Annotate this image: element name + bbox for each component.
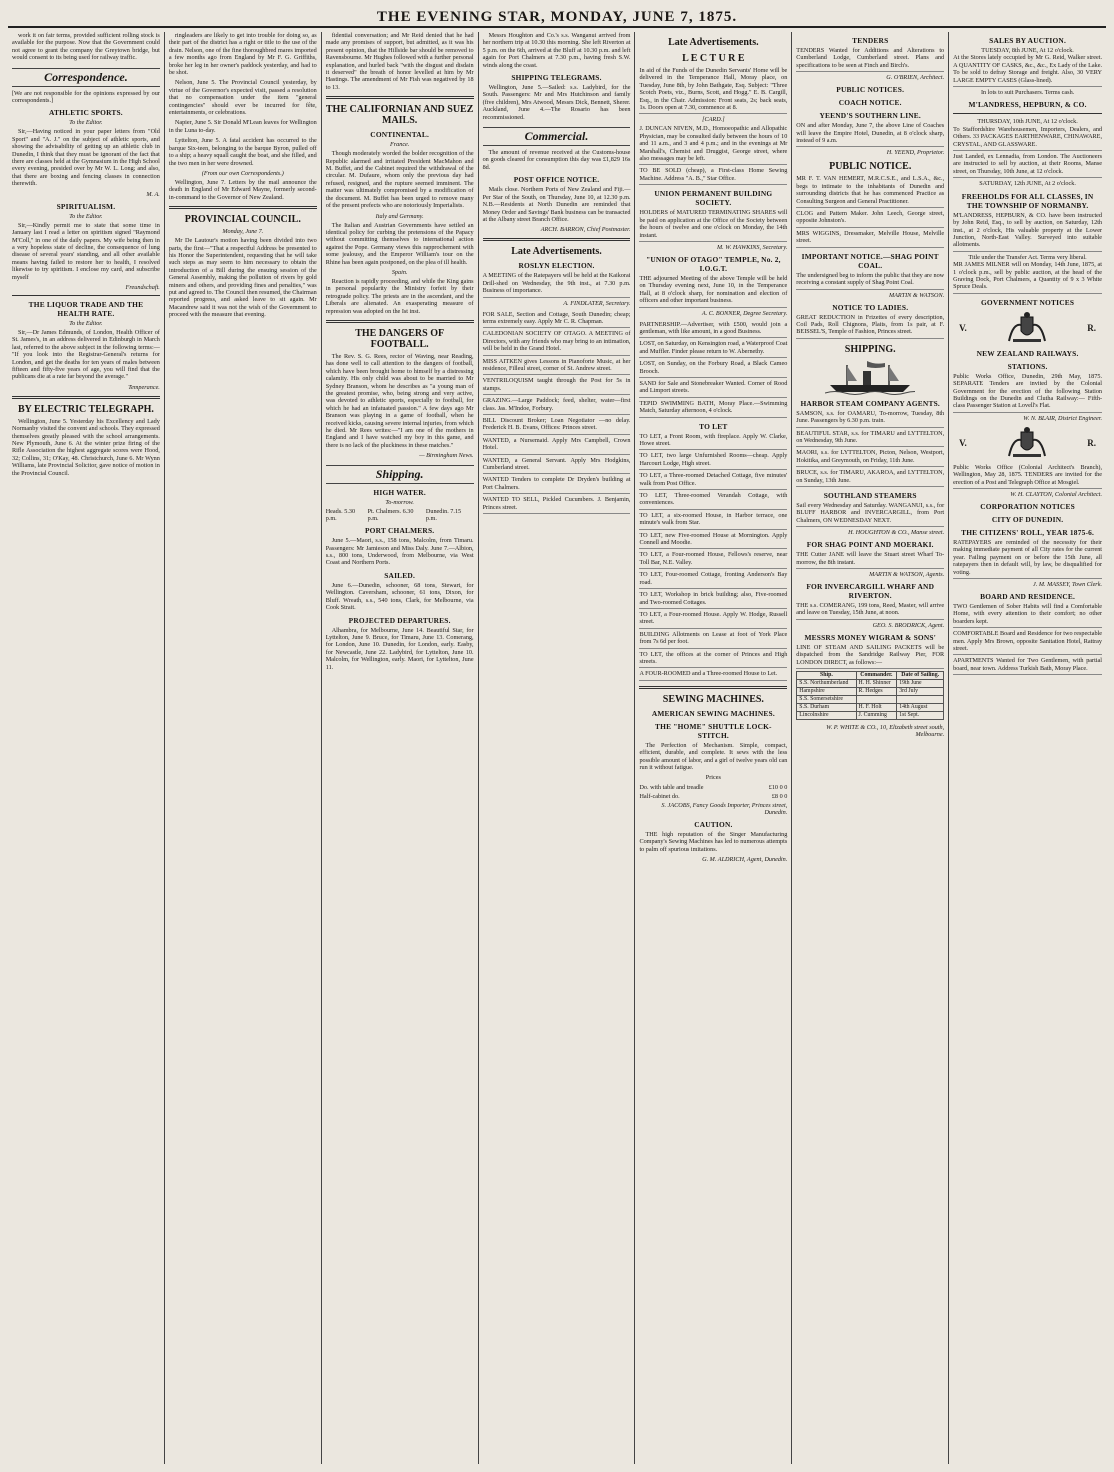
wigram-ad: LINE OF STEAM AND SAILING PACKETS will be dispatched from the Sandridge Railway Pier, FOR LONDON DIRECT, as follows:—	[796, 644, 944, 669]
rate-ad: RATEPAYERS are reminded of the necessity for their making immediate payment of all City rates for the current year. Failing payment on or before the 15th June, all ratepayers then in default will, by law, be disqualified for voting.	[953, 539, 1102, 579]
royal-arms-icon	[1005, 426, 1049, 460]
union-title: UNION PERMANENT BUILDING SOCIETY.	[654, 189, 773, 208]
roslyn-sig: A. FINDLATER, Secretary.	[563, 299, 631, 307]
tenders-title: TENDERS	[852, 36, 889, 45]
to-let-ad: TO LET, Three-roomed Verandah Cottage, with conveniences.	[639, 492, 787, 510]
yeend-title: YEEND'S SOUTHERN LINE.	[819, 111, 921, 121]
card-label: [CARD.]	[702, 116, 725, 124]
masthead-title: THE EVENING STAR, MONDAY, JUNE 7, 1875.	[376, 9, 738, 25]
invercargill-title: FOR INVERCARGILL WHARF AND RIVERTON.	[806, 582, 935, 600]
classified-ad: CLOG and Pattern Maker. John Leech, George street, opposite Johnston's.	[796, 210, 944, 228]
athletic-sig: M. A.	[146, 190, 160, 198]
tide-table	[326, 508, 474, 522]
to-let-ad: TO LET, a Three-roomed Detached Cottage, five minutes' walk from Post Office.	[639, 472, 787, 490]
sailed-body: June 6.—Dunedin, schooner, 68 tons, Stewart, for Wellington. Caversham, schooner, 61 tons, Dixon, for Bluff. Wreath, s.s., 540 tons, Clark, for Melbourne, via Cook Strait.	[325, 581, 474, 612]
spain-body: Reaction is rapidly proceeding, and while the King gains in personal popularity the Ministry forfeit by their retrograde policy. The priests are in the ascendant, and the Liberals are alienated. An exasperating measure of repression was adopted on the Ist inst.	[325, 277, 474, 315]
sale-ad: Just Landed, ex Lennadia, from London. The Auctioneers are instructed to sell by auction, at their Rooms, Manse street, on Thursday, 10th June, at 12 o'clock.	[953, 153, 1102, 178]
to-let-ad: TO LET, a six-roomed House, in Harbor terrace, one minute's walk from Star.	[639, 512, 787, 530]
to-let-ad: A FOUR-ROOMED and a Three-roomed House to Let.	[639, 670, 787, 680]
liquor-body: Sir,—Dr James Edmunds, of London, Health Officer of St. James's, in an address delivered in Edinburgh in March last, referred to the above subject in the following terms:— "If you look into the Registrar-General's returns for London, and get the deaths for ten years of males between fifteen and fifty-five years of age, you will find that the publicans die at a rate far beyond the average."	[12, 328, 160, 381]
sale-date: TUESDAY, 8th JUNE, At 12 o'clock.	[981, 47, 1074, 54]
invercargill-ad: THE s.s. COMERANG, 199 tons, Reed, Master, will arrive and leave on Tuesday, 15th June, at noon.	[796, 602, 944, 620]
columns	[8, 32, 1106, 1464]
to-let-ad: TO LET, the offices at the corner of Princes and High streets.	[639, 651, 787, 669]
corporation-title: CORPORATION NOTICES	[980, 502, 1075, 511]
table-row: Lincolnshire J. Cumming 1st Sept.	[797, 712, 944, 720]
column-7	[949, 32, 1106, 1464]
sewing-body: The Perfection of Mechanism. Simple, compact, efficient, durable, and complete. It sews with the less possible amount of labor, and a girl of twelve years old can run it without fatigue.	[639, 741, 788, 771]
spiritualism-body: Sir,—Kindly permit me to state that some time in January last I read a letter on spiritism signed "Raymond M'Coll," in one of the daily papers. My wife being then in a very hopeless state of decline, the consequence of lung disease of several years' standing, and all other available means having failed to restore her to health, I resolved likewise to try spiritism. I enclose my card, and subscribe myself	[12, 221, 160, 281]
royal-crest	[953, 311, 1102, 345]
spiritualism-sub: To the Editor.	[69, 212, 103, 220]
classified-ad: CALEDONIAN SOCIETY OF OTAGO. A MEETING of Directors, with any friends who may bring to an intimation, will be held in the Grand Hotel.	[483, 330, 631, 355]
late-ads-title: Late Advertisements.	[668, 37, 759, 48]
table-row: S.S. Somersetshire	[797, 696, 944, 704]
classified-ad: PARTNERSHIP.—Advertiser, with £500, would join a gentleman, with like amount, in a good Business.	[639, 321, 787, 339]
crest-letter-r: R.	[1087, 437, 1096, 448]
sewing-title: SEWING MACHINES.	[662, 693, 764, 705]
sales-title: SALES BY AUCTION.	[989, 36, 1067, 45]
steamship-icon	[825, 359, 915, 395]
to-let-title: TO LET	[699, 421, 728, 431]
telegraph-continuation: ringleaders are likely to get into trouble for doing so, as their part of the district has a right or title to the use of the drain. Nelson, one of the fine thoroughbred mares imported a few months ago from England by Mr F. G. Griffiths, broke her leg in her owner's paddock yesterday, and had to be shot.	[168, 32, 317, 77]
classified-ad: MRS WIGGINS, Dressmaker, Melville House, Melville street.	[796, 230, 944, 248]
stations-ad: Public Works Office, Dunedin, 29th May, 1875. SEPARATE Tenders are invited by the Colonial Government for the erection of the following Station Buildings on the Dunedin and Clutha Railway:— Fifth-class Passenger Station at Lovell's Flat.	[953, 373, 1102, 413]
telegraph-body: Wellington, June 5. Yesterday his Excellency and Lady Normanby visited the convent and schools. They expressed themselves greatly pleased with the school arrangements. New Plymouth, June 6. At the winter prize firing of the Rifle Association the highest aggregate scores were Hood, 32; Collins, 31; O'Kay, 48. Christchurch, June 6. Mr Wynn Williams, late Provincial Solicitor, gave notice of motion in the Provincial Council.	[12, 417, 160, 477]
otago-sig: A. C. BONNER, Degree Secretary.	[701, 309, 788, 317]
to-let-ad: BUILDING Allotments on Lease at foot of York Place from 7s 6d per foot.	[639, 631, 787, 649]
commercial-body: The amount of revenue received at the Customs-house on goods cleared for consumption this day was £1,829 16s 8d.	[482, 149, 631, 171]
prices-title: Prices	[705, 774, 721, 782]
post-body: Mails close. Northern Ports of New Zealand and Fiji.—Per Star of the South, on Thursday, June 10, at 12.30 p.m. N.B.—Residents at North Dunedin are reminded that Money Order and Savings' Bank business can be transacted at the Albany street Branch Office.	[482, 186, 631, 223]
royal-arms-icon	[1005, 311, 1049, 345]
classified-ad: WANTED, a Nursemaid. Apply Mrs Campbell, Crown Hotel.	[483, 437, 631, 455]
sale-ad: At the Stores lately occupied by Mr G. Reid, Walker street. A QUANTITY OF CASKS, &c., &c., Ex Lady of the Lake. To be sold to defray Storage and freight. Also, 30 VERY LARGE EMPTY CASES (Glass-lined).	[953, 54, 1102, 87]
masthead	[8, 4, 1106, 28]
sale-note: Title under the Transfer Act. Terms very liberal.	[968, 253, 1087, 261]
crest-letter-v: V.	[959, 437, 967, 448]
table-header-row: Ship. Commander. Date of Sailing.	[797, 672, 944, 680]
italy-heading: Italy and Germany.	[375, 212, 424, 220]
rate-sig: J. M. MASSEY, Town Clerk.	[1033, 581, 1103, 589]
price-row: Do. with table and treadle £10 0 0	[639, 783, 788, 791]
board-ad: APARTMENTS Wanted for Two Gentlemen, with partial board, near town. Address Turkish Bath, Moray Place.	[953, 657, 1102, 675]
divider	[953, 113, 1102, 114]
nelson-telegram: Nelson, June 5. The Provincial Council yesterday, by virtue of the Governor's expected visit, passed a resolution that no compensation under the item "general contingencies" should ever be incurred for fête, entertainments, or celebrations.	[168, 79, 317, 117]
lecture-ad: In aid of the Funds of the Dunedin Servants' Home will be delivered in the Temperance Hall, Moray place, on Tuesday, June 8th, by John Bathgate, Esq. Subject: "Three Scotch Poets, viz., Burns, Scott, and Hogg." E. B. Cargill, Esq., in the Chair. Admission: Front seats, 2s; back seats, 1s. Doors open at 7.30, commence at 8.	[639, 67, 787, 114]
sale-date: SATURDAY, 12th JUNE, At 2 o'clock.	[979, 180, 1076, 188]
wigram-title: MESSRS MONEY WIGRAM & SONS'	[804, 632, 936, 642]
italy-body: The Italian and Austrian Governments have settled an identical policy for curbing the pretensions of the Papacy without committing themselves to international action against the Pope. Germany views this rapprochement with some jealousy, and the Emperor William's tour on the Rhine has been again postponed, on the plea of ill health.	[325, 221, 474, 266]
auctioneer-name: M'LANDRESS, HEPBURN, & CO.	[968, 100, 1087, 110]
southland-ad: Sail every Wednesday and Saturday. WANGANUI, s.s., for BLUFF HARBOR and INVERCARGILL, from Port Chalmers, ON WEDNESDAY NEXT.	[796, 502, 944, 527]
caution-body: THE high reputation of the Singer Manufacturing Company's Sewing Machines has led to numerous attempts to palm off spurious imitations.	[639, 830, 788, 853]
column-3	[322, 32, 479, 1464]
freeholds-title: FREEHOLDS FOR ALL CLASSES, IN THE TOWNSHIP OF NORMANBY.	[961, 191, 1094, 210]
divider	[12, 295, 160, 296]
rate-title: THE CITIZENS' ROLL, YEAR 1875-6.	[961, 528, 1095, 537]
column-1	[8, 32, 165, 1464]
mails-title: THE CALIFORNIAN AND SUEZ MAILS.	[325, 104, 474, 127]
board-title: BOARD AND RESIDENCE.	[980, 592, 1076, 602]
column-4	[479, 32, 636, 1464]
shag-title: FOR SHAG POINT AND MOERAKI.	[806, 540, 934, 550]
harbor-title: HARBOR STEAM COMPANY AGENTS.	[800, 398, 940, 408]
post-sig: ARCH. BARRON, Chief Postmaster.	[540, 226, 631, 234]
sailing-table	[796, 671, 944, 720]
provincial-title: PROVINCIAL COUNCIL.	[184, 214, 301, 226]
tide-entry: Pt. Chalmers. 6.30 p.m.	[367, 508, 414, 523]
correspondence-heading: Correspondence.	[12, 68, 160, 87]
france-body: Though moderately worded the bolder recognition of the Republic alarmed and irritated President MacMahon and M. Buffet, and the Cabinet required the withdrawal of the circular. M. Dufaure, whom only the previous day had refused, resigned, and the rupture seemed imminent. The matter was ultimately compromised by a modification of the document. M. Buffet has been urged to remove many of the present prefects who are notoriously Imperialists.	[325, 150, 474, 210]
tide-entry: Dunedin. 7.15 p.m.	[425, 508, 462, 523]
to-let-ad: TO LET, new Five-roomed House at Mornington. Apply Connell and Moodie.	[639, 532, 787, 550]
invercargill-sig: GEO. S. BRODRICK, Agent.	[872, 621, 945, 629]
disclaimer: [We are not responsible for the opinions expressed by our correspondents.]	[12, 89, 160, 105]
classified-ad: TEPID SWIMMING BATH, Moray Place.—Swimming Match, Saturday afternoon, 4 o'clock.	[639, 400, 787, 418]
arrived-body: June 5.—Maori, s.s., 158 tons, Malcolm, from Timaru. Passengers: Mr Jamieson and Miss Daly. June 7.—Albion, s.s., 800 tons, Underwood, from Melbourne, via West Coast and Northern Ports.	[325, 537, 474, 567]
lyttelton-telegram: Lyttelton, June 5. A fatal accident has occurred to the barque Six-teen, belonging to the barque Byron, pulled off to a ship; a heavy squall caught the boat, and she filled, and the two men in her were drowned.	[168, 137, 317, 167]
sale-note: In lots to suit Purchasers. Terms cash.	[980, 89, 1075, 97]
union-ad: HOLDERS of MATURED TERMINATING SHARES will be paid on application at the Office of the Society between the hours of twelve and one o'clock on Monday, the 14th instant.	[639, 209, 787, 242]
article-continuation: work it on fair terms, provided sufficient rolling stock is available for the purpose. Now that the Government could not agree to grant the company the Greytown bridge, but would consent to its being used for railway traffic.	[12, 32, 160, 62]
southland-title: SOUTHLAND STEAMERS	[823, 490, 917, 500]
provincial-body: Mr De Lautour's motion having been divided into two parts, the first—"That a respectful Address be presented to his Honor the Superintendent, requesting that he will take such steps as may seem to him necessary to obtain the introduction of a Bill during the ensuing session of the General Assembly, making the pollution of rivers by gold miners and others, and providing fines and penalties," was put and agreed to. The Council then resumed, the Chairman reported progress, and asked leave to sit again. Mr Macandrew said it was not the wish of the Government to proceed with the measure that evening.	[168, 237, 317, 319]
public-notice-ad: MR F. T. VAN HEMERT, M.R.C.S.E., and L.S.A., &c., begs to intimate to the inhabitants of Dunedin and surrounding districts that he has commenced Practice as Consulting Surgeon and General Practitioner.	[796, 175, 944, 208]
classified-ad: VENTRILOQUISM taught through the Post for 5s in stamps.	[483, 377, 631, 395]
classified-ad: WANTED TO SELL, Pickled Cucumbers. J. Benjamin, Princes street.	[483, 496, 631, 514]
steamship-illustration	[796, 359, 944, 395]
divider	[326, 96, 474, 99]
tenders-ad: TENDERS Wanted for Additions and Alterations to Cumberland Lodge, Cumberland street. Plans and specifications to be seen at Finch and Birch's.	[796, 47, 944, 72]
ladies-ad: GREAT REDUCTION in Frizettes of every description, Coil Pads, Roll Chignons, Plaits, from 1s pair, at F. BEISSEL'S, Temple of Fashion, Princes street.	[796, 314, 944, 339]
column-5	[635, 32, 792, 1464]
coach-title: COACH NOTICE.	[838, 98, 902, 108]
coal-sig: MARTIN & WATSON.	[888, 291, 945, 299]
football-body: The Rev. S. G. Rees, rector of Waving, near Reading, has done well to call attention to the dangers of football, which have been brought home to himself by a distressing calamity. His only child was about to be married to Mr Sydney Branson, whom he describes as "a young man of the greatest promise, who, being strong and very active, was devoted to athletic sports, especially to football, for which he had an infatuated passion." A few days ago Mr Branson was playing in a game of football, when he received kicks, causing severe internal injuries, from which he died. Mr Rees writes:—"I am one of the mothers in England and I have watched my boy in this game, and there is no lack of the pluckiness in these matches."	[325, 352, 474, 449]
to-let-ad: TO LET, a Four-roomed House, Fellows's reserve, near Toll Bar, N.E. Valley.	[639, 551, 787, 569]
newspaper-page	[8, 4, 1106, 1466]
france-heading: France.	[389, 141, 410, 149]
wigram-sig: W. P. WHITE & CO., 10, Elizabeth street south, Melbourne.	[826, 724, 945, 739]
classified-ad: FOR SALE, Section and Cottage, South Dunedin; cheap; terms extremely easy. Apply Mr C. R. Chapman.	[483, 311, 631, 329]
stations-title: STATIONS.	[1007, 361, 1048, 371]
to-let-ad: TO LET, two large Unfurnished Rooms—cheap. Apply Harcourt Lodge, High street.	[639, 452, 787, 470]
to-let-ad: TO LET, Four-roomed Cottage, fronting Anderson's Bay road.	[639, 571, 787, 589]
coal-title: IMPORTANT NOTICE.—SHAG POINT COAL.	[801, 251, 939, 270]
table-row: Hampshire R. Hedges 3rd July	[797, 688, 944, 696]
harbor-ad: SAMSON, s.s. for OAMARU, To-morrow, Tuesday, 8th June. Passengers by 6.30 p.m. train.	[796, 410, 944, 428]
harbor-ad: MAORI, s.s. for LYTTELTON, Picton, Nelson, Westport, Hokitika, and Greymouth, on Friday, 11th June.	[796, 449, 944, 467]
divider	[12, 396, 160, 399]
telegraph-title: BY ELECTRIC TELEGRAPH.	[17, 403, 154, 415]
projected-body: Alhambra, for Melbourne, June 14. Beautiful Star, for Lyttelton, June 9. Bruce, for Timaru, June 13. Comerang, for London, June 10. Dunedin, for London, early. Easby, for Newcastle, June 22. Ladybird, for Lyttelton, June 10. Malcolm, for Wellington, early. Maori, for Lyttelton, June 11.	[325, 626, 474, 671]
sailed-title: SAILED.	[384, 570, 416, 580]
otago-title: "UNION OF OTAGO" TEMPLE, No. 2, I.O.G.T.	[646, 254, 781, 273]
tide-entry: Heads. 5.30 p.m.	[325, 508, 356, 523]
sale-ad: To Staffordshire Warehousemen, Importers, Dealers, and Others. 33 PACKAGES EARTHENWARE, CHINAWARE, CRYSTAL, AND GLASSWARE.	[953, 126, 1102, 151]
table-row: S.S. Durham H. F. Holt 14th August	[797, 704, 944, 712]
shipping-title: SHIPPING.	[844, 343, 896, 355]
harbor-ad: BEAUTIFUL STAR, s.s. for TIMARU and LYTTELTON, on Wednesday, 9th June.	[796, 430, 944, 448]
royal-crest	[953, 426, 1102, 460]
own-correspondents: (From our own Correspondents.)	[201, 169, 284, 177]
napier-telegram: Napier, June 5. Sir Donald M'Lean leaves for Wellington in the Luna to-day.	[168, 119, 317, 134]
shipping-tele-title: SHIPPING TELEGRAMS.	[511, 73, 602, 83]
liquor-sub: To the Editor.	[69, 319, 103, 327]
divider	[639, 686, 787, 689]
shipping-heading: Shipping.	[326, 465, 474, 484]
price-row: Half-cabinet do. £8 0 0	[639, 792, 788, 800]
yeend-sig: H. YEEND, Proprietor.	[886, 149, 945, 157]
public-works-ad: Public Works Office (Colonial Architect's Branch), Wellington, May 28, 1875. TENDERS are invited for the erection of a Post and Telegraph Office at Mosgiel.	[953, 464, 1102, 489]
classified-ad: WANTED, a General Servant. Apply Mrs Hodgkins, Cumberland street.	[483, 457, 631, 475]
spain-heading: Spain.	[391, 268, 408, 276]
sewing-sig: S. JACOBS, Fancy Goods Importer, Princes street, Dunedin.	[661, 801, 788, 816]
sale-ad: TO BE SOLD (cheap), a First-class Home Sewing Machine. Address "A. B.," Star Office.	[639, 167, 787, 185]
to-let-ad: TO LET, a Four-roomed House. Apply W. Hodge, Russell street.	[639, 611, 787, 629]
sewing-sub: AMERICAN SEWING MACHINES.	[651, 708, 775, 718]
table-row: S.S. Northumberland H. H. Shinner 19th June	[797, 680, 944, 688]
roslyn-title: ROSLYN ELECTION.	[518, 261, 595, 271]
provincial-date: Monday, June 7.	[222, 228, 264, 236]
post-title: POST OFFICE NOTICE.	[513, 175, 600, 185]
union-sig: M. W. HAWKINS, Secretary.	[717, 243, 788, 251]
to-let-ad: TO LET, Workshop in brick building; also, Five-roomed and Two-roomed Cottages.	[639, 591, 787, 609]
ladies-title: NOTICE TO LADIES.	[832, 302, 909, 312]
wellington-telegram: Wellington, June 7. Letters by the mail announce the death in England of Mr Edward Mayne, formerly second-in-command to the Governor of New Zealand.	[168, 178, 317, 201]
board-ad: COMFORTABLE Board and Residence for two respectable men. Apply Mrs Brown, opposite Sanitation Hotel, Rattray street.	[953, 630, 1102, 655]
arrived-title: PORT CHALMERS.	[364, 526, 435, 536]
roslyn-ad: A MEETING of the Ratepayers will be held at the Kaikorai Drill-shed on Wednesday, the 9th inst., at 7.30 p.m. Business of importance.	[483, 272, 631, 297]
city-title: CITY OF DUNEDIN.	[991, 515, 1064, 524]
sewing-name: THE "HOME" SHUTTLE LOCK-STITCH.	[655, 721, 772, 740]
southland-sig: H. HOUGHTON & CO., Manse street.	[848, 529, 945, 537]
sale-ad: M'LANDRESS, HEPBURN, & CO. have been instructed by John Reid, Esq., to sell by auction, on Saturday, 12th inst., at 2 o'clock, His valuable property at the Lower Junction, North-East Valley. Surveyed into suitable allotments.	[953, 212, 1102, 252]
spiritualism-sig: Freundschaft.	[125, 283, 160, 291]
continental-heading: CONTINENTAL.	[370, 130, 430, 140]
athletic-title: ATHLETIC SPORTS.	[49, 108, 123, 118]
public-notices-title: PUBLIC NOTICES.	[836, 85, 905, 95]
shipping-tele-body: Wellington, June 5.—Sailed: s.s. Ladybird, for the South. Passengers: Mr and Mrs Hutchinson and family (five children), Mrs Atwood, Messrs Dick, Bennett, Sherer. Auckland, June 4.—The Rosario has been recommissioned.	[482, 84, 631, 121]
highwater-title: HIGH WATER.	[373, 488, 426, 498]
classified-ad: LOST, on Saturday, on Kensington road, a Waterproof Coat and Muffler. Finder please return to W. Abernethy.	[639, 340, 787, 358]
divider	[326, 320, 474, 323]
government-notices-title: GOVERNMENT NOTICES	[980, 297, 1075, 307]
liquor-title: THE LIQUOR TRADE AND THE HEALTH RATE.	[28, 299, 144, 318]
yeend-ad: ON and after Monday, June 7, the above Line of Coaches will leave the Empire Hotel, Dunedin, at 8 o'clock sharp, instead of 9 a.m.	[796, 122, 944, 147]
tomorrow-label: To-morrow.	[385, 499, 414, 507]
harbor-ad: BRUCE, s.s. for TIMARU, AKAROA, and LYTTELTON, on Sunday, 13th June.	[796, 469, 944, 487]
stations-sig: W. N. BLAIR, District Engineer.	[1023, 414, 1103, 422]
column-2	[165, 32, 322, 1464]
divider	[169, 206, 317, 209]
otago-ad: THE adjourned Meeting of the above Temple will be held on Thursday evening next, June 10, in the Temperance Hall, at 8 o'clock sharp, for nomination and election of officers and other important business.	[639, 275, 787, 308]
shipping-continuation: Messrs Houghton and Co.'s s.s. Wanganui arrived from her northern trip at 10.30 this morning. She left Riverton at 5 p.m. on the 6th, arrived at the Bluff at 10.30 p.m. and left again for Port Chalmers at 7.30 p.m., having fresh S.W. winds along the coast.	[482, 32, 631, 69]
column-6	[792, 32, 949, 1464]
coal-ad: The undersigned beg to inform the public that they are now receiving a constant supply of Shag Point Coal.	[796, 272, 944, 290]
milner-ad: MR JAMES MILNER will on Monday, 14th June, 1875, at 1 o'clock p.m., sell by public auction, at the head of the Graving Dock, Port Chalmers, a Quantity of 9 x 3 White Spruce Deals.	[953, 261, 1102, 294]
crest-letter-r: R.	[1087, 322, 1096, 333]
athletic-body: Sir,—Having noticed in your paper letters from "Old Sport" and "A. J." on the subject of athletic sports, and showing the advisability of getting up an athletic club in Dunedin, I think that they must be ignorant of the fact that there are classes held at the Gymnasium in the High School every evening, presided over by Mr W. L. Long; and also, that there are boxing and fencing classes in connection therewith.	[12, 128, 160, 188]
classified-ad: MISS AITKEN gives Lessons in Pianoforte Music, at her residence, Filleul street, corner of St. Andrew street.	[483, 358, 631, 376]
lecture-title: L E C T U R E	[682, 53, 745, 64]
caution-title: CAUTION.	[694, 819, 733, 829]
classified-ad: GRAZING.—Large Paddock; feed, shelter, water—first class. Jas. M'Indoe, Forbury.	[483, 397, 631, 415]
shag-ad: THE Cutter JANE will leave the Stuart street Wharf To-morrow, the 8th instant.	[796, 551, 944, 569]
late-ads-title: Late Advertisements.	[511, 246, 602, 258]
council-continuation: fidential conversation; and Mr Reid denied that he had made any promises of support, but admitted, as it was his present opinion, that the Hillside bar should be removed to Ravensbourne. Mr Hughes followed with a further personal explanation, and hurled back "with the disgust and disdain it deserved" the breath of honor levelled at him by Mr Hastings. The amendment of Mr Fish was negatived by 18 to 13.	[325, 32, 474, 91]
divider	[483, 238, 631, 241]
athletic-sub: To the Editor.	[69, 119, 103, 127]
classified-ad: WANTED Tenders to complete Dr Dryden's building at Port Chalmers.	[483, 476, 631, 494]
spiritualism-title: SPIRITUALISM.	[56, 201, 116, 211]
commercial-heading: Commercial.	[483, 127, 631, 146]
railways-title: NEW ZEALAND RAILWAYS.	[976, 348, 1079, 358]
classified-ad: BILL Discount Broker; Loan Negotiator —no delay. Frederick H. B. Evans, Offices: Princes street.	[483, 417, 631, 435]
sale-date: THURSDAY, 10th JUNE, At 12 o'clock.	[977, 118, 1078, 126]
football-title: THE DANGERS OF FOOTBALL.	[355, 327, 445, 350]
liquor-sig: Temperance.	[128, 383, 160, 391]
crest-letter-v: V.	[959, 322, 967, 333]
projected-title: PROJECTED DEPARTURES.	[348, 615, 451, 625]
public-notice-title: PUBLIC NOTICE.	[829, 161, 912, 173]
public-works-sig: W. H. CLAYTON, Colonial Architect.	[1010, 491, 1103, 498]
board-ad: TWO Gentlemen of Sober Habits will find a Comfortable Home, with every attention to their comfort; no other boarders kept.	[953, 603, 1102, 628]
classified-ad: SAND for Sale and Stonebreaker Wanted. Corner of Rood and Limport streets.	[639, 380, 787, 398]
to-let-ad: TO LET, a Front Room, with fireplace. Apply W. Clarke, Howe street.	[639, 433, 787, 451]
classified-ad: LOST, on Sunday, on the Forbury Road, a Black Cameo Brooch.	[639, 360, 787, 378]
tenders-sig: G. O'BRIEN, Architect.	[886, 74, 945, 82]
niven-ad: J. DUNCAN NIVEN, M.D., Homoeopathic and Allopathic Physician, may be consulted daily between the hours of 10 and 11 a.m., and 3 and 4 p.m.; and in the evenings at Mr Marshall's, Chemist and Druggist, George street, where also messages may be left.	[639, 125, 787, 165]
shag-sig: MARTIN & WATSON, Agents.	[869, 571, 945, 578]
football-sig: — Birmingham News.	[419, 452, 474, 460]
caution-sig: G. M. ALDRICH, Agent, Dunedin.	[702, 856, 788, 863]
